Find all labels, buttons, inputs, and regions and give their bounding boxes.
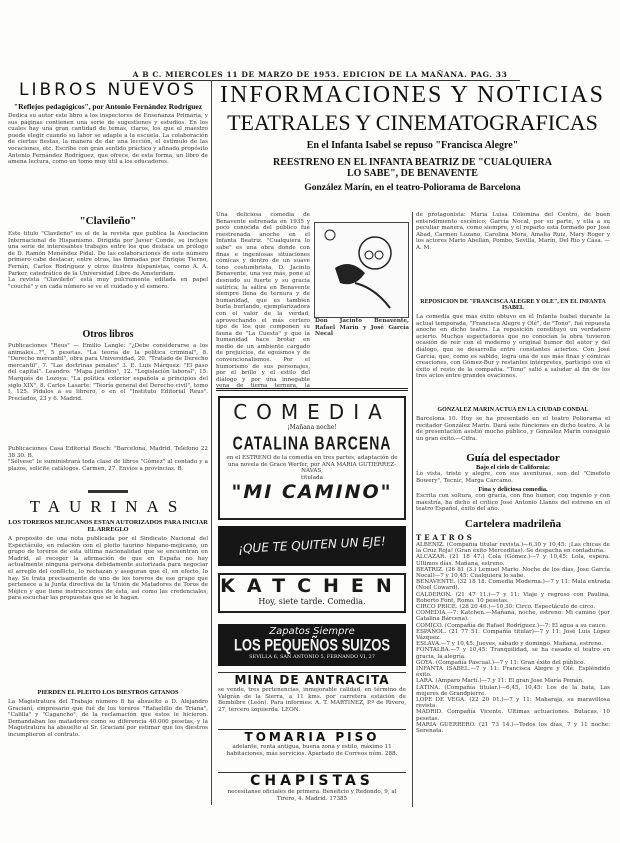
theater-listing: ESLAVA.—7 y 10,45: Jueves, sábado y domingo. Mañana, estreno. xyxy=(416,641,603,648)
theater-listing: LARA. (Amparo Martí.)—7 y 11: El gran Jose María Pemán. xyxy=(416,678,584,685)
headline-line1: INFORMACIONES Y NOTICIAS xyxy=(220,82,605,108)
otros-libros-body: Publicaciones "Reus" — Emilio Langle: "¿Debe considerarse a los animales...?", 5 pesetas. "La teoría de la política criminal", 8. "Derecho mercantil", obra para Universidad, 20. "Tratado de Derecho mercantil", 7. "Las doctrinas penales" 3. E. Luis Márquez: "El paso del capital". Leandro: "Mapa jurídico", 12. "Legislación laboral", 15. Marqués de Lozoya: "La política exterior española a principios del siglo XIX", 8. Carlos Lasarte: "Teoría general del Derecho civil", tomo I, 125. Pídalos a su librero, o en el "Instituto Editorial Reus". Preciados, 23 y 6. Madrid. xyxy=(8,343,208,402)
theater-listing: COMICO. (Compañía de Rafael Rodríguez.)—7: El agua a su cauce. xyxy=(416,622,607,629)
clavileno-body: Este título "Clavileño" es el de la revista que publica la Asociación Internacional de Hispanismo. Dirigida por Javier Conde, se incluye una serie de interesantes trabajos entre los que destaca un prólogo de D. Ramón Menéndez Pidal. De las colaboraciones de este número primero cabe destacar, entre otras, las firmadas por Enrique Tierno, Fernán, Carlos Rodríguez y otros ilustres hispanistas, como A. A. Parker, catedrático de la Universidad Libre de Amsterdam. La revista "Clavileño" está muy pulcramente editada en papel "couché" y en cada número se ve el cuidado y el esmero. xyxy=(8,231,208,290)
left-column xyxy=(8,80,208,761)
theater-listing: ALBENIZ. (Compañía titular revista.)—6,30 y 10,45: ¡Las chicas de la Cruz Roja! (Gran éxito Merceditas). Se despacha en contaduría. xyxy=(416,541,610,555)
column-rule xyxy=(412,212,413,807)
comedia-star: CATALINA BARCENA xyxy=(232,432,392,454)
headline-sub1: En el Infanta Isabel se repuso "Francisca Alegre" xyxy=(306,140,519,151)
theater-listing: LATINA. (Compañía titular.)—6,45, 10,45: Los de la bata, Las mujeres de Grandpierre. xyxy=(416,684,610,697)
headline-line2: TEATRALES Y CINEMATOGRAFICAS xyxy=(227,110,598,135)
article-body: Una deliciosa comedia de Benavente estrenada en 1935 y poco conocida del público fué reestrenada anoche en el Infanta Beatriz. "Cualquiera lo sabe" es una obra donde con finas e ingeniosas situaciones cómicas y dentro de un suave tono costumbrista, D. Jacinto Benavente, una vez más, pone al desnudo su fuerte y su gracia satírica; la sátira en Benavente siempre llena de ternura y de humanidad, que es también burla burlando, ejemplarizadora con el valor de la verdad, aprovechando el más certero tipo de los que componen su fauna de "La Cuesta" y que la humanidad hace brotar en medio de un ambiente cargado de prejuicios, de egoísmos y de convencionalismos. Por el humorismo de sus personajes, por el brillo y el estilo del diálogo y por una innegable vena de tierna ternura, la xyxy=(216,212,310,388)
eje-ad xyxy=(218,526,406,566)
gonzalez-marin-body: Barcelona 10. Hoy se ha presentado en el teatro Poliorama el recitador González Marín. Dará seis funciones en dicho teatro. A la de presentación asistió mucho público, y González Marín consiguió un gran éxito.—Cifra. xyxy=(416,416,610,442)
theater-listing: FONTALBA.—7 y 10,45: Tranquilidad, se ha casado el teatro en gracia, la alegría. xyxy=(416,647,610,660)
libros-nuevos-title: LIBROS NUEVOS xyxy=(19,80,197,100)
comedia-title: COMEDIA xyxy=(233,400,391,424)
theater-listing: COMEDIA.—7: Katchen.—Mañana, noche, estreno: Mi camino (por Catalina Bárcena). xyxy=(416,610,610,623)
chapistas-body: necesítanse oficiales de primera. Beneficio y Redondo, 9, al Tirero, 4. Madrid. 17385 xyxy=(227,789,397,802)
headline-sub2a: REESTRENO EN EL INFANTA BEATRIZ DE "CUALQUIERA xyxy=(273,157,552,168)
mina-ad xyxy=(218,672,406,713)
guide-sub2: Fina y deliciosa comedia. xyxy=(478,486,548,494)
clavileno-heading: "Clavileño" xyxy=(79,215,137,227)
ornament xyxy=(88,490,128,493)
zapatos-line3: SEVILLA 6, SAN ANTONIO 5, FERNANDO VI, 27 xyxy=(249,654,375,660)
chapistas-title: CHAPISTAS xyxy=(250,773,374,789)
eje-text: ¡QUE TE QUITEN UN EJE! xyxy=(237,534,387,556)
comedia-play: "MI CAMINO" xyxy=(231,481,393,504)
page-header: A B C. MIERCOLES 11 DE MARZO DE 1953. EDICION DE LA MAÑANA. PAG. 33 xyxy=(120,70,520,81)
zapatos-line2: LOS PEQUEÑOS SUIZOS xyxy=(233,634,391,655)
mina-body: se vende, tres pertenencias, inmejorable calidad, en término de Valgrán de la Sierra, a 11 kms. por carretera estación de Bembibre (León). Para informes: A. T. MARTINEZ, P.º de Rivero, 27, tercero izquierda. LEON. xyxy=(218,687,406,713)
otros-libros-heading: Otros libros xyxy=(82,329,134,340)
comedia-desc2: titulada xyxy=(301,474,323,481)
benavente-article xyxy=(216,212,409,388)
katchen-line: Hoy, siete tarde. Comedia. xyxy=(258,597,366,606)
headline-block xyxy=(215,82,610,193)
caricature-caption: Don Jacinto Benavente, Rafael Marín y José García Nocal xyxy=(315,318,409,338)
piso-title: TOMARIA PISO xyxy=(244,730,380,744)
guide-text2: Escrita con soltura, con gracia, con fino humor, con ingenio y con maestría, ha dicho el crítico José Antonio Llanos del estreno en el teatro Español, éxito del año. xyxy=(416,493,610,513)
gitanos-subhead: PIERDEN EL PLEITO LOS DIESTROS GITANOS xyxy=(37,689,179,696)
cartelera-title: Cartelera madrileña xyxy=(464,517,562,530)
comedia-desc: en el ESTRENO de la comedia en tres partes, adaptación de una novela de Grace Werfer, por ANA MARIA GUTIERREZ-NAVAS, xyxy=(226,455,398,475)
chapistas-ad xyxy=(218,772,406,802)
bosch-body: Publicaciones Casa Editorial Bosch: "Barcelona, Madrid. Teléfono 22 38 30. B. "Sélvese" le suministrará toda clase de libros "Gómez" al contado y a plazos, solicite catálogos. Carmen, 27. Envíos a provincias. B. xyxy=(8,446,208,472)
gonzalez-marin-subhead: GONZALEZ MARIN ACTUA EN LA CIUDAD CONDAL xyxy=(437,407,589,413)
theater-listing: ALCAZAR. (21 18 47.) Cola (Gómez.)—7 y 10,45: Lola, espera. Ultimos días. Mañana, estreno. xyxy=(416,554,610,567)
theater-listing: CALDERON. (21 47 11.)—7 y 11: Viaje y regreso con Paulina, Roberto Font, Romo. 10 pesetas. xyxy=(416,591,610,604)
theater-listing: CIRCO PRICE. (28 20 46.)—10,30: Circo. Espectáculo de circo. xyxy=(416,604,596,610)
headline-sub2b: LO SABE", DE BENAVENTE xyxy=(347,168,478,179)
libros-body: Dedica su autor este libro a los inspectores de Enseñanza Primaria, y sus páginas contienen una serie de sugestiones y estudios. En los cuales hay una gran cantidad de temas, claros, los que el maestro puede elegir cuando su labor se adapte a la escuela. La colaboración de ciertas fiestas, la manera de dar una lección, el estímulo de las vocaciones, etc. Escribe con gran sentido práctico y afinado propósito Antonio Fernández Rodríguez, que ofrece, de esta forma, un libro de amena lectura, como un tomo muy útil a los educadores. xyxy=(8,113,208,166)
theater-listing: INFANTA ISABEL.—7 y 11: Francisca Alegre y Olé. Espléndido éxito. xyxy=(416,666,610,679)
guide-text1: Lo vista, triste y alegre, con sus aventuras, son del "Cinefoto Bowery", Tecnic, Marga Cárcamo. xyxy=(416,471,610,484)
teatros-title: TEATROS xyxy=(416,532,475,542)
column-rule xyxy=(211,80,212,805)
right-column xyxy=(416,212,610,817)
caricature-illustration xyxy=(314,222,409,318)
mina-title: MINA DE ANTRACITA xyxy=(234,673,390,687)
ad-separator xyxy=(216,388,408,391)
theater-listing: BENAVENTE. (32 18 18. Comedia Moderna.)—7 y 11: Mala entrada (Noel Coward). xyxy=(416,579,610,592)
theater-listing: MARIA GUERRERO. (21 73 14.)—Todos los días, 7 y 11 noche: Serenata. xyxy=(416,721,610,735)
libros-subtitle: "Reflejos pedagógicos", por Antonio Fernández Rodríguez xyxy=(13,102,203,111)
right-body1: de protagonista: María Luisa Colomina del Centro, de buen entendimiento escénico; García Nocal, por su parte, y ella a su peculiar manera, como siempre, y el reparto está formado por José Abad, Carmen Lozano, Carolina Mora, Amalia Ruiz, Mary Roger y los actores Mario Abellán, Pombo, Sevilla, Marín, Del Río y Casa. —A. M. xyxy=(416,212,610,251)
guide-sub1: Bajo el cielo de California: xyxy=(475,464,550,471)
gitanos-body: La Magistratura del Trabajo número 8 ha absuelto a D. Alejandro Gracianí, empresario que fué de los toreros "Rafaelillo de Triana", "Calilla" y "Cagancho", de la reclamación que éstos le hicieron. Demandaban los matadores como su diferencia 40.000 pesetas, y la Magistratura ha absuelto al Sr. Gracianí por estimar que los diestros incumplieron el contrato. xyxy=(8,699,208,738)
francisca-body: La comedia que más éxito obtuvo en el Infanta Isabel durante la actual temporada, "Francisca Alegre y Olé", de "Tono", fué repuesta anoche en dicho teatro. La reposición constituyó un verdadero acierto. Muchos espectadores que no conocían la obra tuvieron ocasión de reír con el moderno y original humor del autor y del diálogo, que se desarrolla entre constantes aciertos. Con José García, que, como es sabido, logra una de sus más finas y cómicas creaciones, con Gómez-Bur y restantes intérpretes, participó con el éxito el resto de la compañía. "Tono" salió a saludar al fin de los tres actos entre grandes ovaciones. xyxy=(416,314,610,380)
theater-listing: ESPAÑOL. (21 77 51. Compañía titular)—7 y 11: José Luis López Vázquez. xyxy=(416,628,610,642)
taurinas-subhead: LOS TOREROS MEJICANOS ESTAN AUTORIZADOS PARA INICIAR EL ARREGLO xyxy=(8,519,208,533)
katchen-ad xyxy=(218,573,406,613)
taurinas-body: A propósito de una nota publicada por el Sindicato Nacional del Espectáculo, en relación con el pleito taurino hispano-mejicano, un grupo de toreros de esta última nacionalidad que se encuentran en Madrid, al recoger la afirmación de que en España no hay actualmente ninguna persona debidamente autorizada para negociar el arreglo del conflicto, lo rechazan y aseguran que él, en efecto, lo hay. Se trata precisamente de uno de los toreros de ese grupo que pertenece a la Junta directiva de la Unión de Matadores de Toros de Méjico y que tiene instrucciones de ésta, así como las credenciales, para escuchar las propuestas que se le hagan. xyxy=(8,536,208,602)
theater-listing: LOPE DE VEGA. (22 20 01.)—7 y 11: Maharaja, su maravillosa revista. xyxy=(416,697,610,710)
theater-listing: GOYA. (Compañía Pascual.)—7 y 11: Gran éxito del público. xyxy=(416,659,586,666)
comedia-date: ¡Mañana noche! xyxy=(287,424,337,431)
theater-listing: MADRID. Compañía Vicente. Ultimas actuaciones. Butacas, 10 pesetas. xyxy=(416,709,610,722)
caricature-drawing-icon xyxy=(315,223,408,317)
taurinas-title: TAURINAS xyxy=(29,497,187,516)
piso-body: adelante, renta antigua, buena zona y estilo, máximo 11 habitaciones, más servicios. Apartado de Correos núm. 288. xyxy=(226,744,398,757)
zapatos-ad xyxy=(218,624,406,666)
theater-listings xyxy=(416,542,610,817)
piso-ad xyxy=(218,729,406,757)
guide-title: Guía del espectador xyxy=(466,452,560,464)
comedia-ad xyxy=(218,396,406,520)
francisca-subhead: REPOSICION DE "FRANCISCA ALEGRE Y OLE", EN EL INFANTA ISABEL xyxy=(420,299,606,311)
katchen-title: KATCHEN xyxy=(220,575,404,597)
headline-sub3: González Marín, en el teatro-Poliorama de Barcelona xyxy=(304,183,521,193)
zapatos-line1: Zapatos Siempre xyxy=(269,626,355,637)
theater-listing: BEATRIZ. (26 81 (3.) Lemuel Mario. Noche de los días, Jose García Nocal)—7 y 10,45: Cualquiera lo sabe. xyxy=(416,566,610,579)
